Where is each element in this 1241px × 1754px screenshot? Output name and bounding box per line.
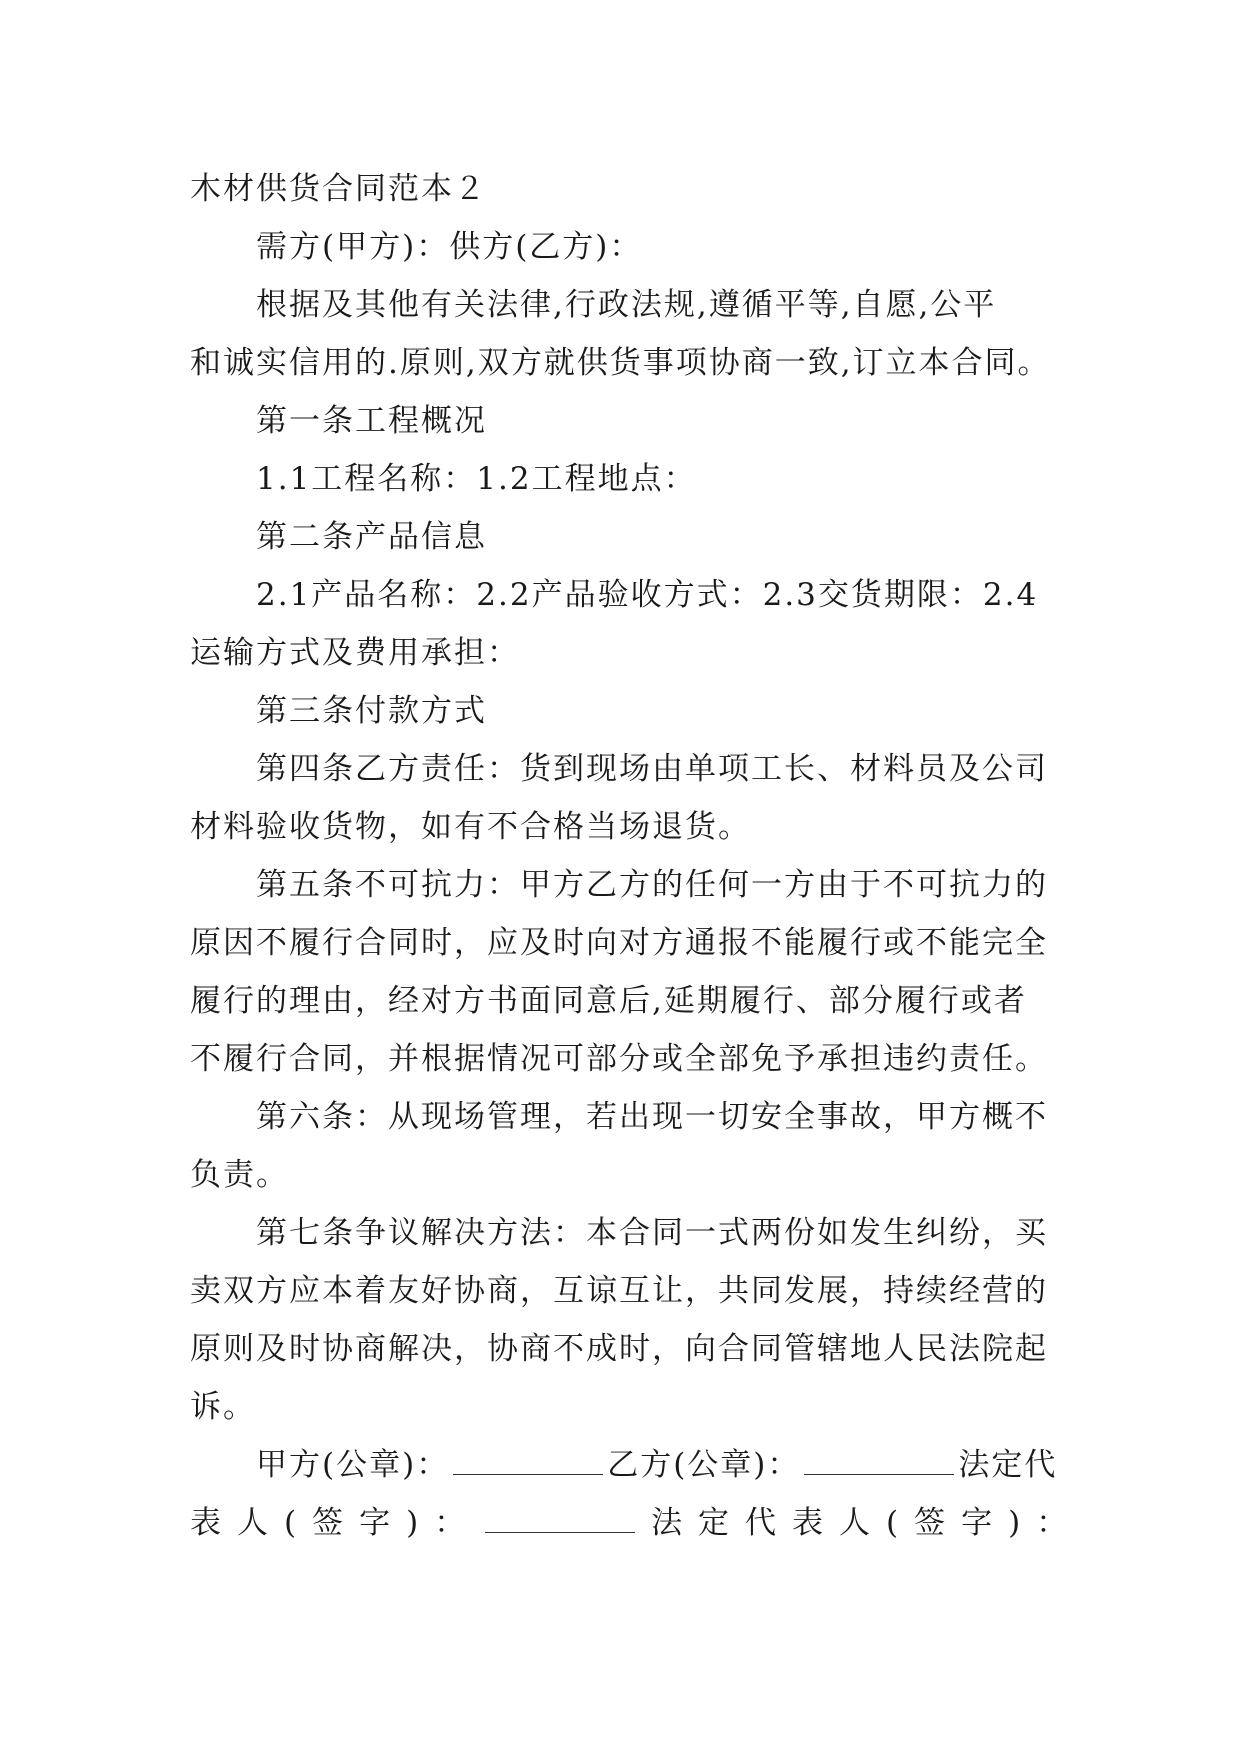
paragraph-line: 材料验收货物，如有不合格当场退货。 [190, 809, 751, 845]
paragraph-line: 原因不履行合同时，应及时向对方通报不能履行或不能完全 [190, 925, 1048, 961]
party-b-seal-label: 乙方(公章)： [607, 1447, 801, 1483]
paragraph-line: 运输方式及费用承担： [190, 635, 520, 671]
paragraph-line: 2.1产品名称：2.2产品验收方式：2.3交货期限：2.4 [256, 577, 1039, 613]
paragraph-line: 诉。 [190, 1389, 256, 1425]
paragraph-line: 1.1工程名称：1.2工程地点： [256, 461, 697, 497]
legal-rep-a-label-end: 表人(签字)： [190, 1505, 482, 1541]
legal-rep-b-label: 法定代表人(签字)： [651, 1505, 1084, 1541]
document-page [190, 160, 1084, 1552]
paragraph-line: 卖双方应本着友好协商，互谅互让，共同发展，持续经营的 [190, 1273, 1048, 1309]
paragraph-line: 根据及其他有关法律,行政法规,遵循平等,自愿,公平 [256, 287, 997, 323]
signature-line-2 [190, 1494, 1084, 1552]
signature-line-1 [190, 1436, 1060, 1494]
paragraph-line: 不履行合同，并根据情况可部分或全部免予承担违约责任。 [190, 1041, 1048, 1077]
paragraph-line: 第七条争议解决方法：本合同一式两份如发生纠纷，买 [256, 1215, 1048, 1251]
paragraph-line: 负责。 [190, 1157, 289, 1193]
paragraph-line: 原则及时协商解决，协商不成时，向合同管辖地人民法院起 [190, 1331, 1048, 1367]
section-heading: 第一条工程概况 [256, 403, 487, 439]
paragraph-line: 履行的理由，经对方书面同意后,延期履行、部分履行或者 [190, 983, 1027, 1019]
section-heading: 第二条产品信息 [256, 519, 487, 555]
legal-rep-a-label-start: 法定代 [958, 1447, 1058, 1483]
paragraph-line: 第四条乙方责任：货到现场由单项工长、材料员及公司 [256, 751, 1048, 787]
section-heading: 第三条付款方式 [256, 693, 487, 729]
paragraph-line: 第五条不可抗力：甲方乙方的任何一方由于不可抗力的 [256, 867, 1048, 903]
paragraph-line: 第六条：从现场管理，若出现一切安全事故，甲方概不 [256, 1099, 1048, 1135]
party-a-seal-blank[interactable] [453, 1448, 603, 1475]
party-a-seal-label: 甲方(公章)： [256, 1447, 450, 1483]
party-b-seal-blank[interactable] [804, 1448, 954, 1475]
legal-rep-a-blank[interactable] [485, 1506, 635, 1533]
document-title: 木材供货合同范本２ [190, 171, 487, 207]
paragraph-line: 和诚实信用的.原则,双方就供货事项协商一致,订立本合同。 [190, 345, 1051, 381]
paragraph-line: 需方(甲方)：供方(乙方)： [256, 229, 643, 265]
